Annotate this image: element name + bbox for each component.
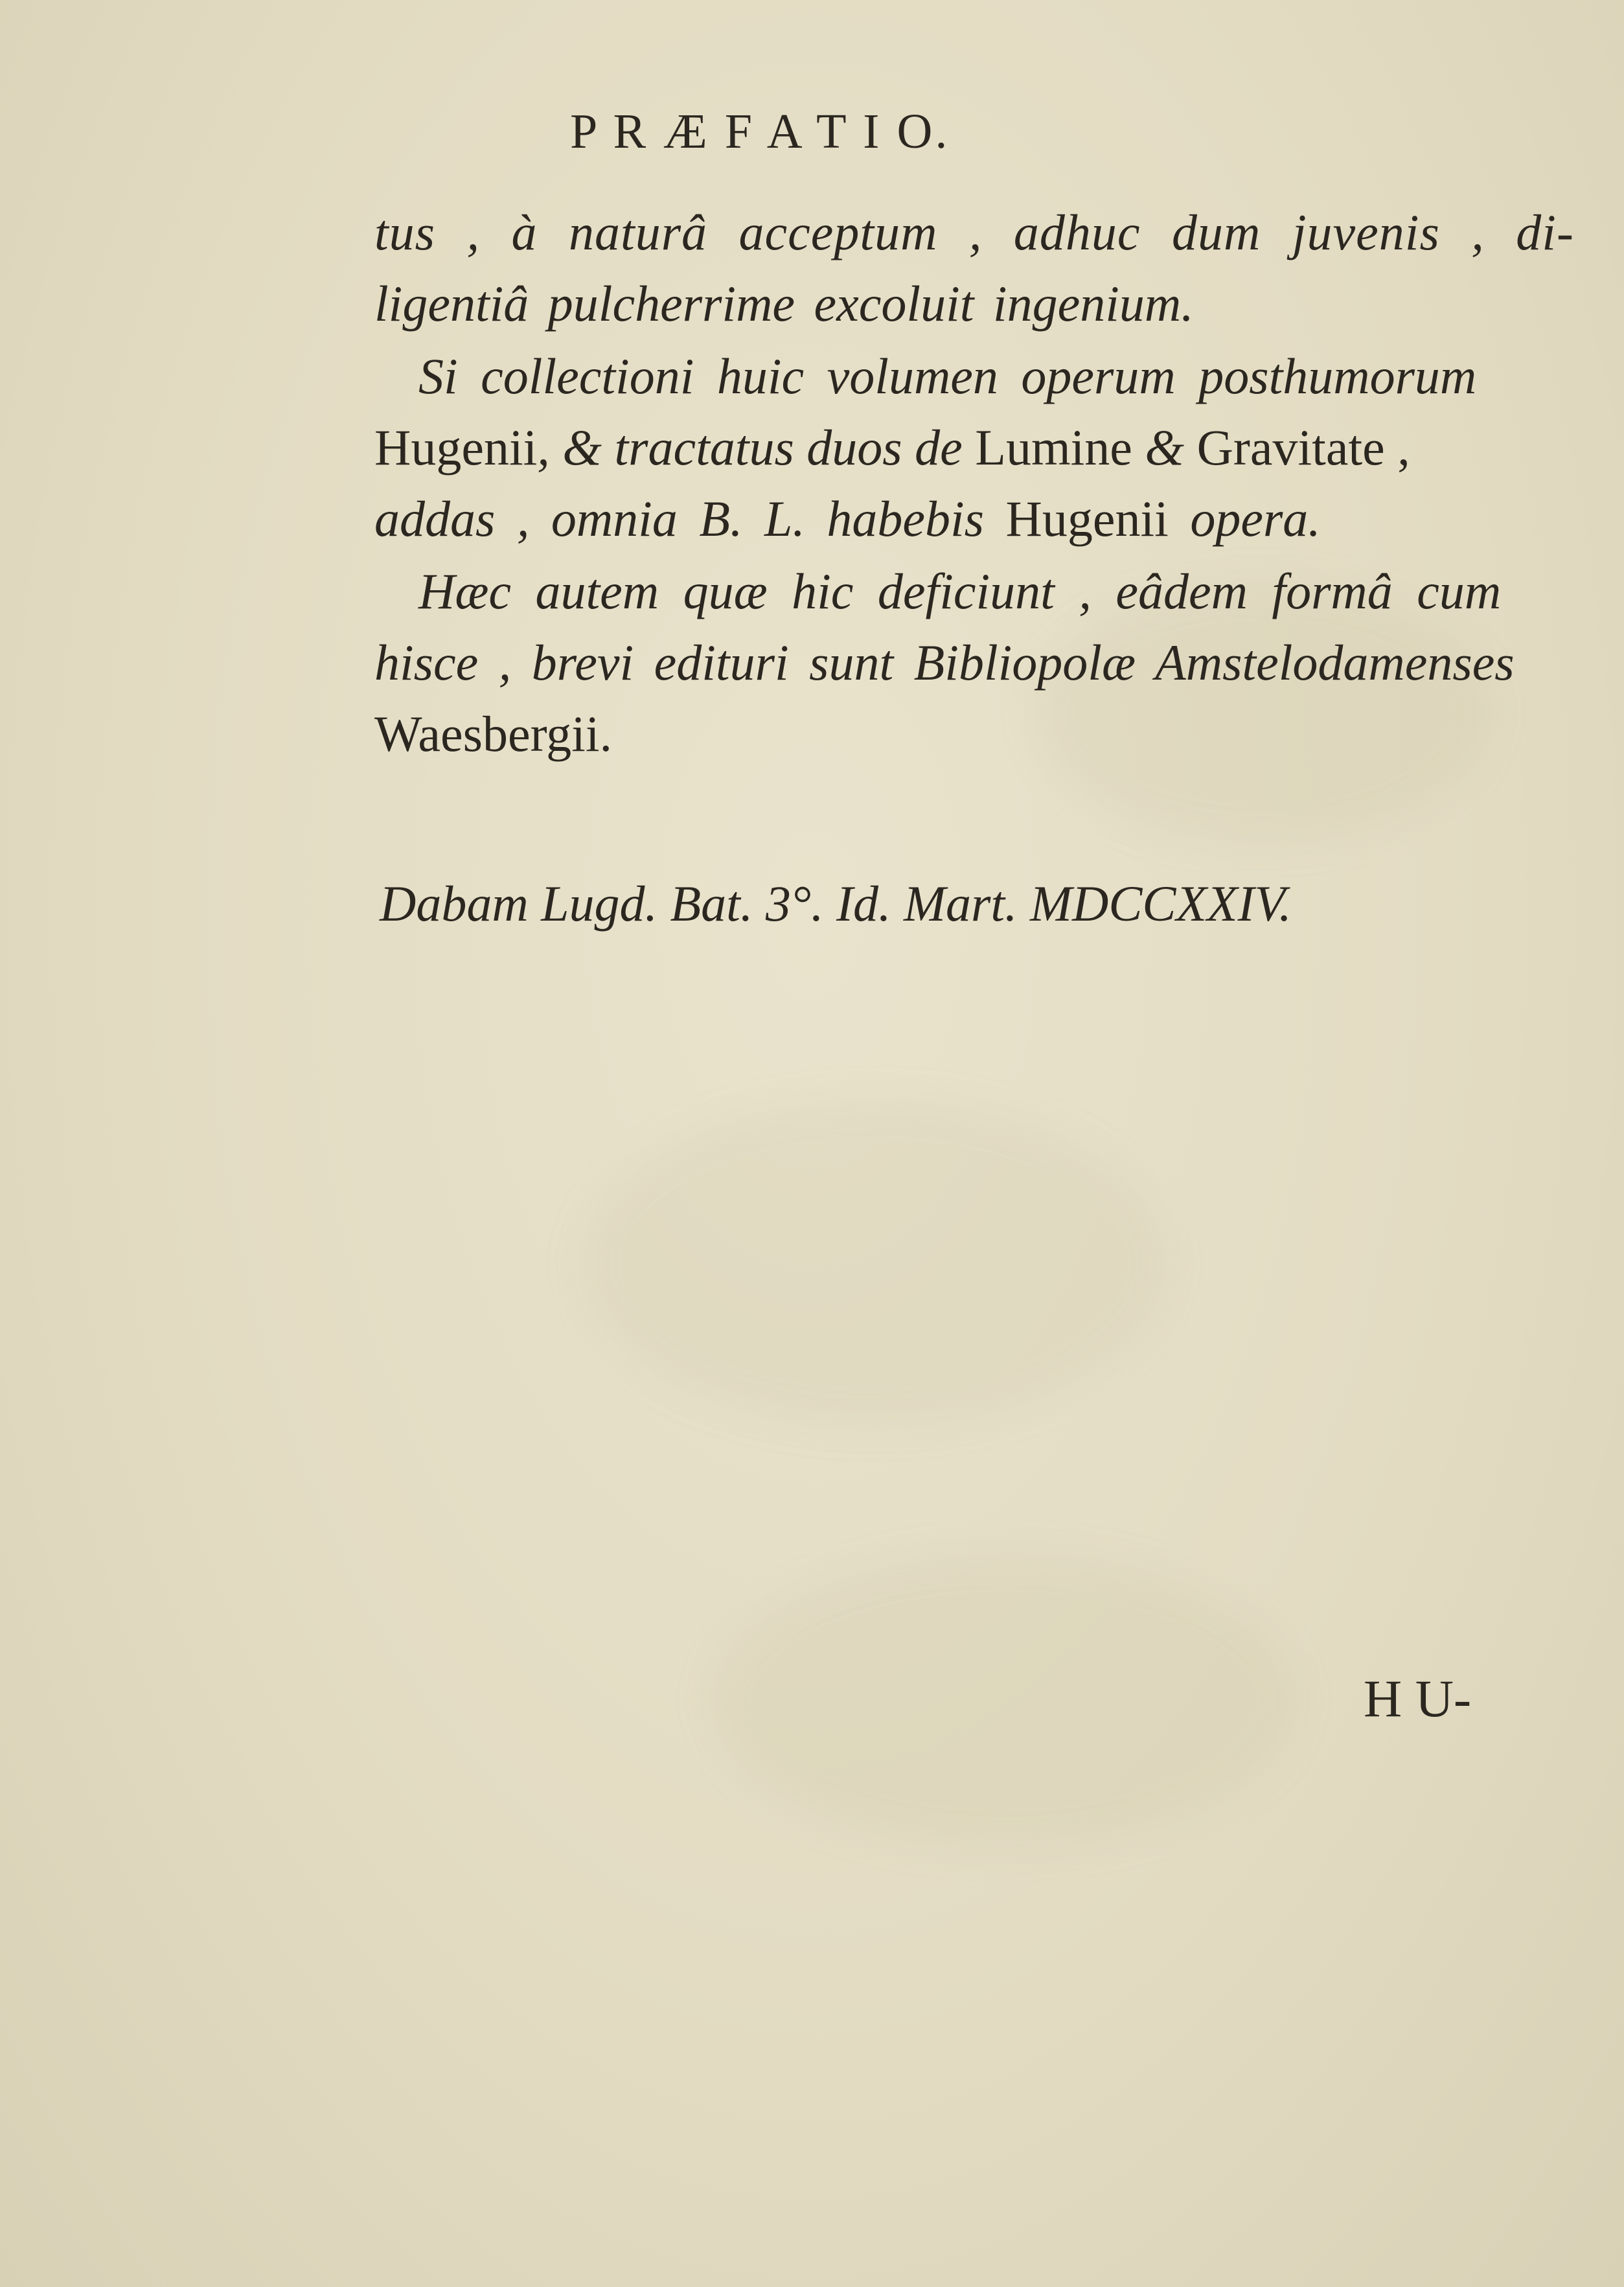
text-span: opera. (1168, 490, 1321, 547)
text-span: addas , omnia B. L. habebis (374, 490, 1006, 547)
text-span: & (1132, 419, 1197, 476)
text-line: Si collectioni huic volumen operum posthumorum (418, 348, 1477, 404)
running-head: P R Æ F A T I O. (570, 104, 950, 159)
text-span: Hugenii (1005, 490, 1169, 547)
catchword: H U- (1364, 1669, 1472, 1728)
text-span: Gravitate , (1196, 419, 1410, 476)
paper-stain (713, 1555, 1296, 1846)
text-span: Hugenii (374, 419, 538, 476)
paper-stain (583, 1101, 1166, 1425)
text-line: Waesbergii. (374, 706, 612, 762)
text-span: , & tractatus duos de (537, 419, 976, 476)
paper-stain (1036, 583, 1490, 842)
text-line (374, 490, 1321, 547)
dateline: Dabam Lugd. Bat. 3°. Id. Mart. MDCCXXIV. (380, 875, 1292, 932)
text-line (374, 419, 1410, 476)
text-line: Hæc autem quæ hic deficiunt , eâdem formâ cum (418, 563, 1502, 619)
text-line: ligentiâ pulcherrime excoluit ingenium. (374, 275, 1194, 332)
text-line: hisce , brevi edituri sunt Bibliopolæ Amstelodamenses (374, 634, 1515, 691)
text-span: Lumine (975, 419, 1132, 476)
text-line: tus , à naturâ acceptum , adhuc dum juvenis , di- (374, 204, 1574, 260)
